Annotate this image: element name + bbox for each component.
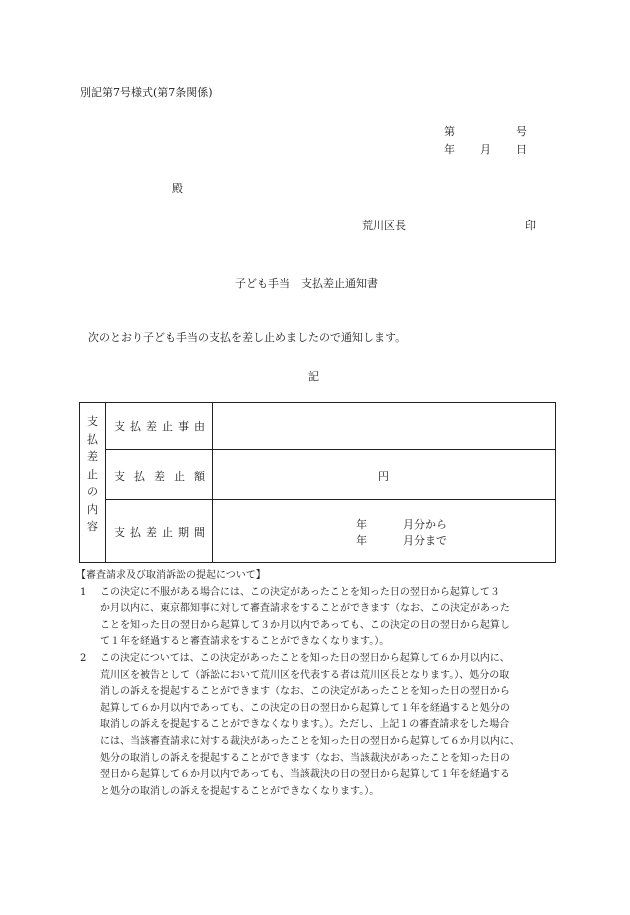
date-month: 月	[480, 143, 491, 156]
row-value-amount-unit: 円	[378, 470, 389, 483]
note-line: と処分の取消しの訴えを提起することができなくなります。）。	[100, 785, 380, 797]
body-text: 次のとおり子ども手当の支払を差し止めましたので通知します。	[88, 331, 407, 344]
note-item	[76, 651, 556, 800]
row-label-amount: 支払差止額	[114, 470, 214, 483]
number-suffix: 号	[516, 125, 527, 138]
table-divider-side	[105, 403, 106, 562]
note-line: 起算して６か月以内であっても、この決定の日の翌日から起算して１年を経過すると処分の	[100, 702, 510, 714]
note-number: 1	[80, 586, 87, 598]
note-line: 消しの訴えを提起することができます（なお、この決定があったことを知った日の翌日から	[100, 686, 510, 698]
appeal-notes	[76, 568, 556, 800]
date-day: 日	[516, 143, 527, 156]
document-title: 子ども手当 支払差止通知書	[235, 277, 378, 290]
note-line: ことを知った日の翌日から起算して３か月以内であっても、この決定の日の翌日から起算し	[100, 619, 510, 631]
row-label-period: 支払差止期間	[114, 526, 210, 539]
period-to-text: 月分まで	[403, 534, 447, 547]
notes-heading: 【審査請求及び取消訴訟の提起について】	[76, 570, 266, 581]
note-line: には、当該審査請求に対する裁決があったことを知った日の翌日から起算して６か月以内に、	[100, 735, 520, 747]
seal-mark: 印	[525, 219, 536, 232]
table-row-divider	[105, 499, 555, 500]
issuer-name: 荒川区長	[362, 219, 406, 232]
note-item	[76, 585, 556, 651]
number-prefix: 第	[444, 125, 455, 138]
note-line: 荒川区を被告として（訴訟において荒川区を代表する者は荒川区長となります。）、処分の取	[100, 669, 510, 681]
side-label-vertical: 支 払 差 止 の 内 容	[87, 415, 98, 533]
ki-label: 記	[308, 370, 319, 383]
note-line: 取消しの訴えを提起することができなくなります。）。ただし、上記１の審査請求をした場合	[100, 719, 510, 731]
row-label-reason: 支払差止事由	[114, 420, 210, 433]
note-line: か月以内に、東京都知事に対して審査請求をすることができます（なお、この決定があった	[100, 603, 510, 615]
note-line: 処分の取消しの訴えを提起することができます（なお、当該裁決があったことを知った日の	[100, 752, 510, 764]
period-to-year: 年	[356, 534, 367, 547]
details-table	[79, 402, 556, 563]
note-line: この決定に不服がある場合には、この決定があったことを知った日の翌日から起算して３	[100, 586, 500, 598]
note-line: て１年を経過すると審査請求をすることができなくなります。）。	[100, 636, 390, 648]
date-year: 年	[444, 143, 455, 156]
period-from-year: 年	[356, 518, 367, 531]
form-label: 別記第7号様式(第7条関係)	[80, 86, 213, 99]
note-line: この決定については、この決定があったことを知った日の翌日から起算して６か月以内に、	[100, 652, 510, 664]
note-line: 翌日から起算して６か月以内であっても、当該裁決の日の翌日から起算して１年を経過する	[100, 769, 510, 781]
period-from-text: 月分から	[403, 518, 447, 531]
addressee: 殿	[172, 182, 183, 195]
note-number: 2	[80, 652, 87, 664]
table-row-divider	[105, 449, 555, 450]
